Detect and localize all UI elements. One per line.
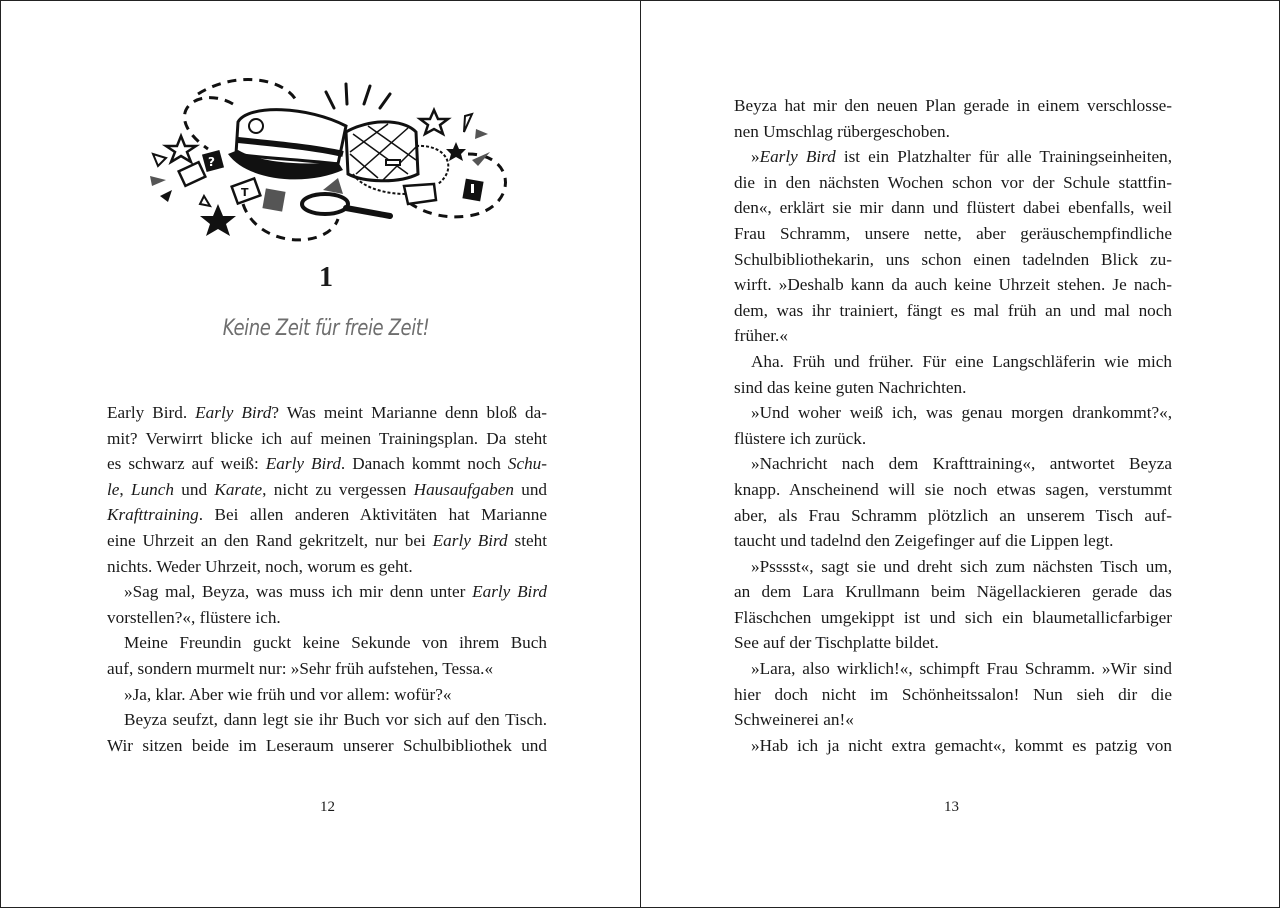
text-line <box>734 630 1172 656</box>
text-run: Aha. Früh und früher. Für eine Langschläferin wie mich <box>751 351 1172 371</box>
text-line <box>734 528 1172 554</box>
chapter-illustration-icon <box>138 74 522 246</box>
text-line <box>734 400 1172 426</box>
text-line <box>734 144 1172 170</box>
text-run: Early Bird. <box>107 403 196 422</box>
right-page <box>641 0 1280 908</box>
text-line <box>734 682 1172 708</box>
text-run: , <box>119 479 132 499</box>
text-run: Schweinerei an!« <box>734 710 854 730</box>
italic-text: Krafttraining <box>107 505 199 525</box>
text-line <box>107 426 547 452</box>
text-run: . Bei allen anderen Aktivitäten hat Marianne <box>198 505 547 525</box>
text-line <box>734 323 1172 349</box>
text-line <box>107 682 547 708</box>
text-line <box>107 579 547 605</box>
text-line <box>734 707 1172 733</box>
italic-text: Hausaufgaben <box>413 479 514 499</box>
text-run: Meine Freundin guckt keine Sekunde von ihrem Buch <box>124 633 547 653</box>
text-run: »Psssst«, sagt sie und dreht sich zum nächsten Tisch um, <box>751 556 1172 576</box>
text-line <box>107 477 547 503</box>
text-run: . Danach kommt noch <box>340 454 508 474</box>
text-run: » <box>751 147 760 167</box>
italic-text: le <box>107 479 120 499</box>
text-run: Fläschchen umgekippt ist und sich ein blaumetallicfarbiger <box>734 607 1172 627</box>
text-run: an dem Lara Krullmann beim Nägellackieren gerade das <box>734 582 1172 602</box>
text-run: mit? Verwirrt blicke ich auf meinen Trainingsplan. Da steht <box>107 428 547 448</box>
text-line <box>734 426 1172 452</box>
text-run: den«, erklärt sie mir dann und flüstert dabei ebenfalls, weil <box>734 198 1172 218</box>
text-run: auf, sondern murmelt nur: »Sehr früh aufstehen, Tessa.« <box>107 658 494 678</box>
text-run: »Ja, klar. Aber wie früh und vor allem: wofür?« <box>124 684 452 704</box>
text-line <box>734 656 1172 682</box>
text-line <box>734 349 1172 375</box>
italic-text: Early Bird <box>472 582 547 602</box>
svg-text:T: T <box>241 186 249 199</box>
text-run: aber, als Frau Schramm plötzlich an unserem Tisch auf- <box>734 505 1172 525</box>
page-number-left: 12 <box>320 799 335 815</box>
text-run: »Sag mal, Beyza, was muss ich mir denn unter <box>124 582 473 602</box>
text-line <box>734 170 1172 196</box>
text-line <box>107 733 547 759</box>
text-run: flüstere ich zurück. <box>734 428 867 448</box>
page-number-right: 13 <box>944 799 959 815</box>
text-line <box>734 503 1172 529</box>
text-line <box>734 375 1172 401</box>
text-line <box>107 630 547 656</box>
text-run: die in den nächsten Wochen schon vor der Schule stattfin- <box>734 172 1172 192</box>
text-line <box>734 451 1172 477</box>
text-line <box>734 221 1172 247</box>
text-run: knapp. Anscheinend will sie noch etwas sagen, verstummt <box>734 479 1172 499</box>
text-line <box>107 605 547 631</box>
text-run: See auf der Tischplatte bildet. <box>734 633 939 653</box>
text-run: »Hab ich ja nicht extra gemacht«, kommt es patzig von <box>751 735 1172 755</box>
text-line <box>734 733 1172 759</box>
text-line <box>734 298 1172 324</box>
text-line <box>734 93 1172 119</box>
text-run: »Lara, also wirklich!«, schimpft Frau Schramm. »Wir sind <box>751 659 1172 679</box>
text-line <box>734 247 1172 273</box>
text-run: steht <box>507 530 548 550</box>
text-run: wirft. »Deshalb kann da auch keine Uhrzeit stehen. Je nach- <box>734 275 1172 295</box>
text-run: und <box>513 479 548 499</box>
text-line <box>107 707 547 733</box>
text-line <box>734 579 1172 605</box>
text-run: nen Umschlag rübergeschoben. <box>734 121 950 141</box>
text-run: ? Was meint Marianne denn bloß da- <box>271 403 547 422</box>
text-line <box>107 451 547 477</box>
text-line <box>734 272 1172 298</box>
text-line <box>107 554 547 580</box>
text-line <box>107 528 547 554</box>
italic-text: Lunch <box>131 479 174 499</box>
text-run: nichts. Weder Uhrzeit, noch, worum es geht. <box>107 556 413 576</box>
text-run: hier doch nicht im Schönheitssalon! Nun sieh dir die <box>734 684 1172 704</box>
text-run: sind das keine guten Nachrichten. <box>734 377 967 397</box>
italic-text: Early Bird <box>432 530 508 550</box>
text-run: »Und woher weiß ich, was genau morgen drankommt?«, <box>751 403 1172 423</box>
text-run: Frau Schramm, unsere nette, aber geräuschempfindliche <box>734 223 1172 243</box>
right-page-body-text <box>734 93 1172 758</box>
text-line <box>107 400 547 426</box>
text-run: , nicht zu vergessen <box>262 479 414 499</box>
text-run: es schwarz auf weiß: <box>107 454 266 474</box>
text-run: Beyza seufzt, dann legt sie ihr Buch vor sich auf den Tisch. <box>124 710 547 730</box>
text-run: Schulbibliothekarin, uns schon einen tadelnden Blick zu- <box>734 249 1172 269</box>
italic-text: Early Bird <box>265 454 341 474</box>
text-line <box>734 195 1172 221</box>
chapter-title: Keine Zeit für freie Zeit! <box>222 316 430 341</box>
italic-text: Schu- <box>507 454 547 474</box>
text-run: ist ein Platzhalter für alle Trainingseinheiten, <box>835 147 1172 167</box>
text-run: eine Uhrzeit an den Rand gekritzelt, nur bei <box>107 530 433 550</box>
text-run: vorstellen?«, flüstere ich. <box>107 607 281 627</box>
italic-text: Early Bird <box>759 147 836 167</box>
text-run: dem, was ihr trainiert, fängt es mal früh an und mal noch <box>734 300 1172 320</box>
text-run: früher.« <box>734 326 788 346</box>
text-line <box>734 605 1172 631</box>
text-run: Beyza hat mir den neuen Plan gerade in einem verschlosse- <box>734 96 1172 115</box>
chapter-number: 1 <box>319 262 333 293</box>
svg-text:?: ? <box>208 155 215 169</box>
italic-text: Karate <box>214 479 263 499</box>
text-line <box>734 554 1172 580</box>
text-run: taucht und tadelnd den Zeigefinger auf die Lippen legt. <box>734 531 1114 551</box>
text-line <box>734 119 1172 145</box>
italic-text: Early Bird <box>195 403 272 422</box>
text-line <box>107 502 547 528</box>
text-line <box>734 477 1172 503</box>
text-line <box>107 656 547 682</box>
text-run: »Nachricht nach dem Krafttraining«, antwortet Beyza <box>751 454 1172 474</box>
text-run: Wir sitzen beide im Leseraum unserer Schulbibliothek und <box>107 735 547 755</box>
text-run: und <box>173 479 215 499</box>
left-page-body-text <box>107 400 547 758</box>
